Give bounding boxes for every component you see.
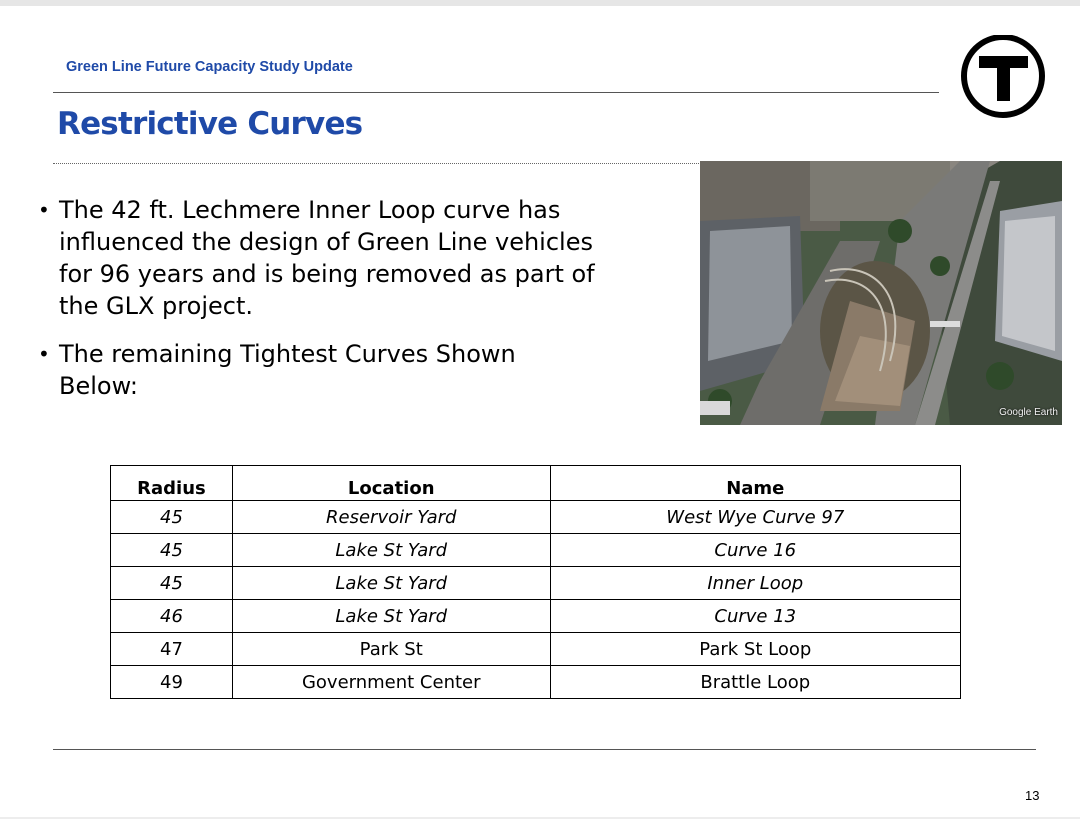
radius-cell: 45 (111, 567, 233, 600)
top-band (0, 0, 1080, 6)
location-cell: Park St (232, 633, 550, 666)
bullet-symbol: • (38, 342, 50, 366)
location-cell: Reservoir Yard (232, 501, 550, 534)
aerial-photo (700, 161, 1062, 425)
name-cell: Curve 16 (550, 534, 960, 567)
table-row (111, 567, 961, 600)
table-row (111, 501, 961, 534)
table-row (111, 633, 961, 666)
bullet-item (38, 338, 688, 402)
bullet-text: The remaining Tightest Curves Shown Below: (59, 340, 516, 400)
table-row (111, 666, 961, 699)
table-row (111, 600, 961, 633)
column-header-location: Location (232, 466, 550, 501)
bullet-text: The 42 ft. Lechmere Inner Loop curve has influenced the design of Green Line vehicles for 96 years and is being removed as part of the GLX project. (59, 196, 595, 320)
bullet-item (38, 194, 688, 322)
radius-cell: 46 (111, 600, 233, 633)
bullet-list (38, 194, 688, 418)
name-cell: Brattle Loop (550, 666, 960, 699)
google-earth-watermark: Google Earth (999, 407, 1058, 418)
radius-cell: 45 (111, 501, 233, 534)
name-cell: Park St Loop (550, 633, 960, 666)
radius-cell: 49 (111, 666, 233, 699)
table-row (111, 534, 961, 567)
location-cell: Government Center (232, 666, 550, 699)
curves-table (110, 465, 961, 699)
page-number: 13 (1025, 788, 1040, 803)
table-header-row (111, 466, 961, 501)
bullet-symbol: • (38, 198, 50, 222)
location-cell: Lake St Yard (232, 600, 550, 633)
radius-cell: 47 (111, 633, 233, 666)
header-divider (53, 92, 939, 93)
footer-divider (53, 749, 1036, 750)
title-dotted-divider (53, 163, 699, 164)
column-header-radius: Radius (111, 466, 233, 501)
radius-cell: 45 (111, 534, 233, 567)
name-cell: Inner Loop (550, 567, 960, 600)
column-header-name: Name (550, 466, 960, 501)
location-cell: Lake St Yard (232, 567, 550, 600)
mbta-t-logo-icon (960, 35, 1048, 119)
name-cell: West Wye Curve 97 (550, 501, 960, 534)
name-cell: Curve 13 (550, 600, 960, 633)
location-cell: Lake St Yard (232, 534, 550, 567)
presentation-subtitle: Green Line Future Capacity Study Update (66, 59, 353, 75)
slide-title: Restrictive Curves (57, 106, 363, 142)
